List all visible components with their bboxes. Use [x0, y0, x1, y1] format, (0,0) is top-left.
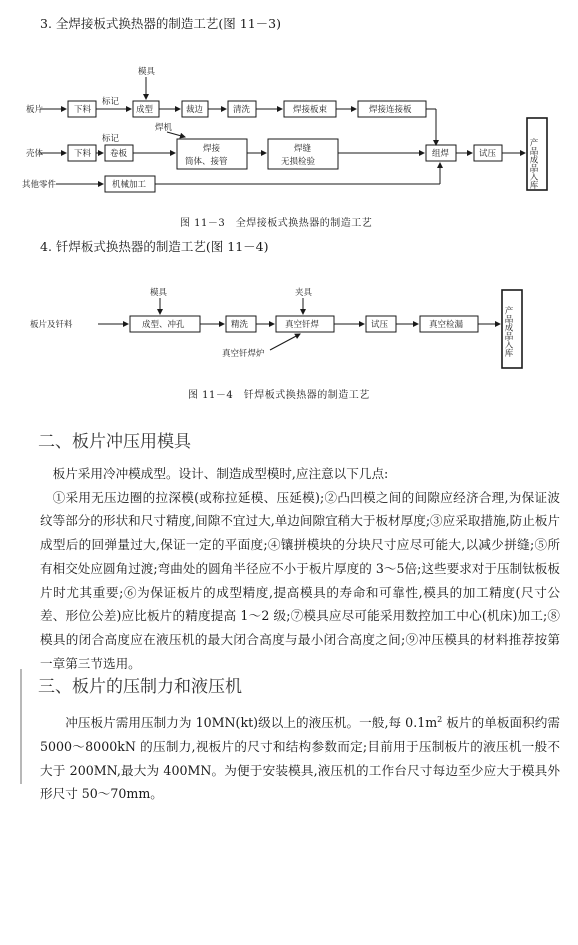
label-welder: 焊机	[155, 123, 173, 133]
process-diagram-fig-11-3	[0, 55, 578, 235]
label-mark1: 标记	[102, 97, 120, 107]
label-in-plate: 板片	[26, 105, 44, 115]
label2-pressure: 试压	[371, 320, 389, 330]
label-weld-a: 焊接	[203, 144, 221, 154]
label2-braze: 真空钎焊	[285, 320, 320, 330]
label-seam-b: 无损检验	[281, 157, 316, 167]
label2-furnace: 真空钎焊炉	[222, 349, 265, 359]
label2-mold: 模具	[150, 288, 168, 298]
label-in-other: 其他零件	[22, 180, 57, 190]
label2-wash: 精洗	[231, 320, 249, 330]
section-3-margin-bar	[20, 669, 22, 784]
label2-fixture: 夹具	[295, 288, 313, 298]
label-pressure: 试压	[479, 149, 497, 159]
section-3-para-1: 冲压板片需用压制力为 10MN(kt)级以上的液压机。一般,每 $0.1m^2$ 板片的单板面积约需 5000～8000kN 的压制力,视板片的尺寸和结构参数而定;目前用于压制板片的液压机一般不大于 200MN,最大为 400MN。为便于安装模具,液压机的工作台尺寸每边至少应大于模具外形尺寸 50～70mm。	[40, 715, 560, 802]
section-2-title: 二、板片冲压用模具	[38, 432, 191, 452]
label2-product: 产品成品入库	[503, 306, 513, 357]
caption-fig-11-3: 图 11－3 全焊接板式换热器的制造工艺	[180, 218, 373, 229]
section-3-body	[40, 708, 560, 806]
label2-forming: 成型、冲孔	[142, 320, 185, 330]
label-product: 产品成品入库	[528, 138, 538, 189]
section-2-para-1: 板片采用冷冲模成型。设计、制造成型模时,应注意以下几点:	[52, 466, 389, 481]
label2-vacuum: 真空检漏	[429, 320, 464, 330]
label-trim: 裁边	[186, 105, 204, 115]
label-weld-b: 筒体、接管	[185, 157, 228, 167]
label-clean: 清洗	[233, 105, 251, 115]
label-blank2: 下料	[74, 149, 92, 159]
process-diagram-fig-11-4	[0, 280, 578, 380]
label-blank1: 下料	[74, 105, 92, 115]
label-forming: 成型	[136, 105, 154, 115]
label-seam-a: 焊缝	[294, 144, 312, 154]
label-mold: 模具	[138, 67, 156, 77]
label-in-shell: 壳体	[26, 149, 44, 159]
heading-fig-11-3: 3. 全焊接板式换热器的制造工艺(图 11－3)	[40, 16, 281, 31]
section-2-para-2: ①采用无压边圈的拉深模(或称拉延模、压延模);②凸凹模之间的间隙应经济合理,为保证波纹等部分的形状和尺寸精度,间隙不宜过大,单边间隙宜稍大于板材厚度;③应采取措施,防止板片成型后的回弹量过大,保证一定的平面度;④镶拼模块的分块尺寸应尽可能大,以减少拼缝;⑤所有相交处应圆角过渡;弯曲处的圆角半径应不小于板片厚度的 3～5倍;这些要求对于压制钛板板片时尤其重要;⑥为保证板片的成型精度,提高模具的寿命和可靠性,模具的加工精度(尺寸公差、形位公差)应比板片的精度提高 1～2 级;⑦模具应尽可能采用数控加工中心(机床)加工;⑧模具的闭合高度应在液压机的最大闭合高度与最小闭合高度之间;⑨冲压模具的材料推荐按第一章第三节选用。	[40, 489, 561, 671]
heading-fig-11-4: 4. 钎焊板式换热器的制造工艺(图 11－4)	[40, 239, 269, 254]
label-weld-plates: 焊接连接板	[369, 105, 412, 115]
label-machining: 机械加工	[112, 180, 147, 190]
caption-fig-11-4: 图 11－4 钎焊板式换热器的制造工艺	[188, 390, 370, 401]
section-3-title: 三、板片的压制力和液压机	[38, 677, 242, 697]
label-assembly: 组焊	[432, 149, 450, 159]
section-2-body	[40, 462, 560, 675]
label2-input: 板片及钎料	[30, 320, 73, 330]
label-mark2: 标记	[102, 134, 120, 144]
label-weld-bundle: 焊接板束	[293, 105, 328, 115]
label-roll: 卷板	[110, 149, 128, 159]
